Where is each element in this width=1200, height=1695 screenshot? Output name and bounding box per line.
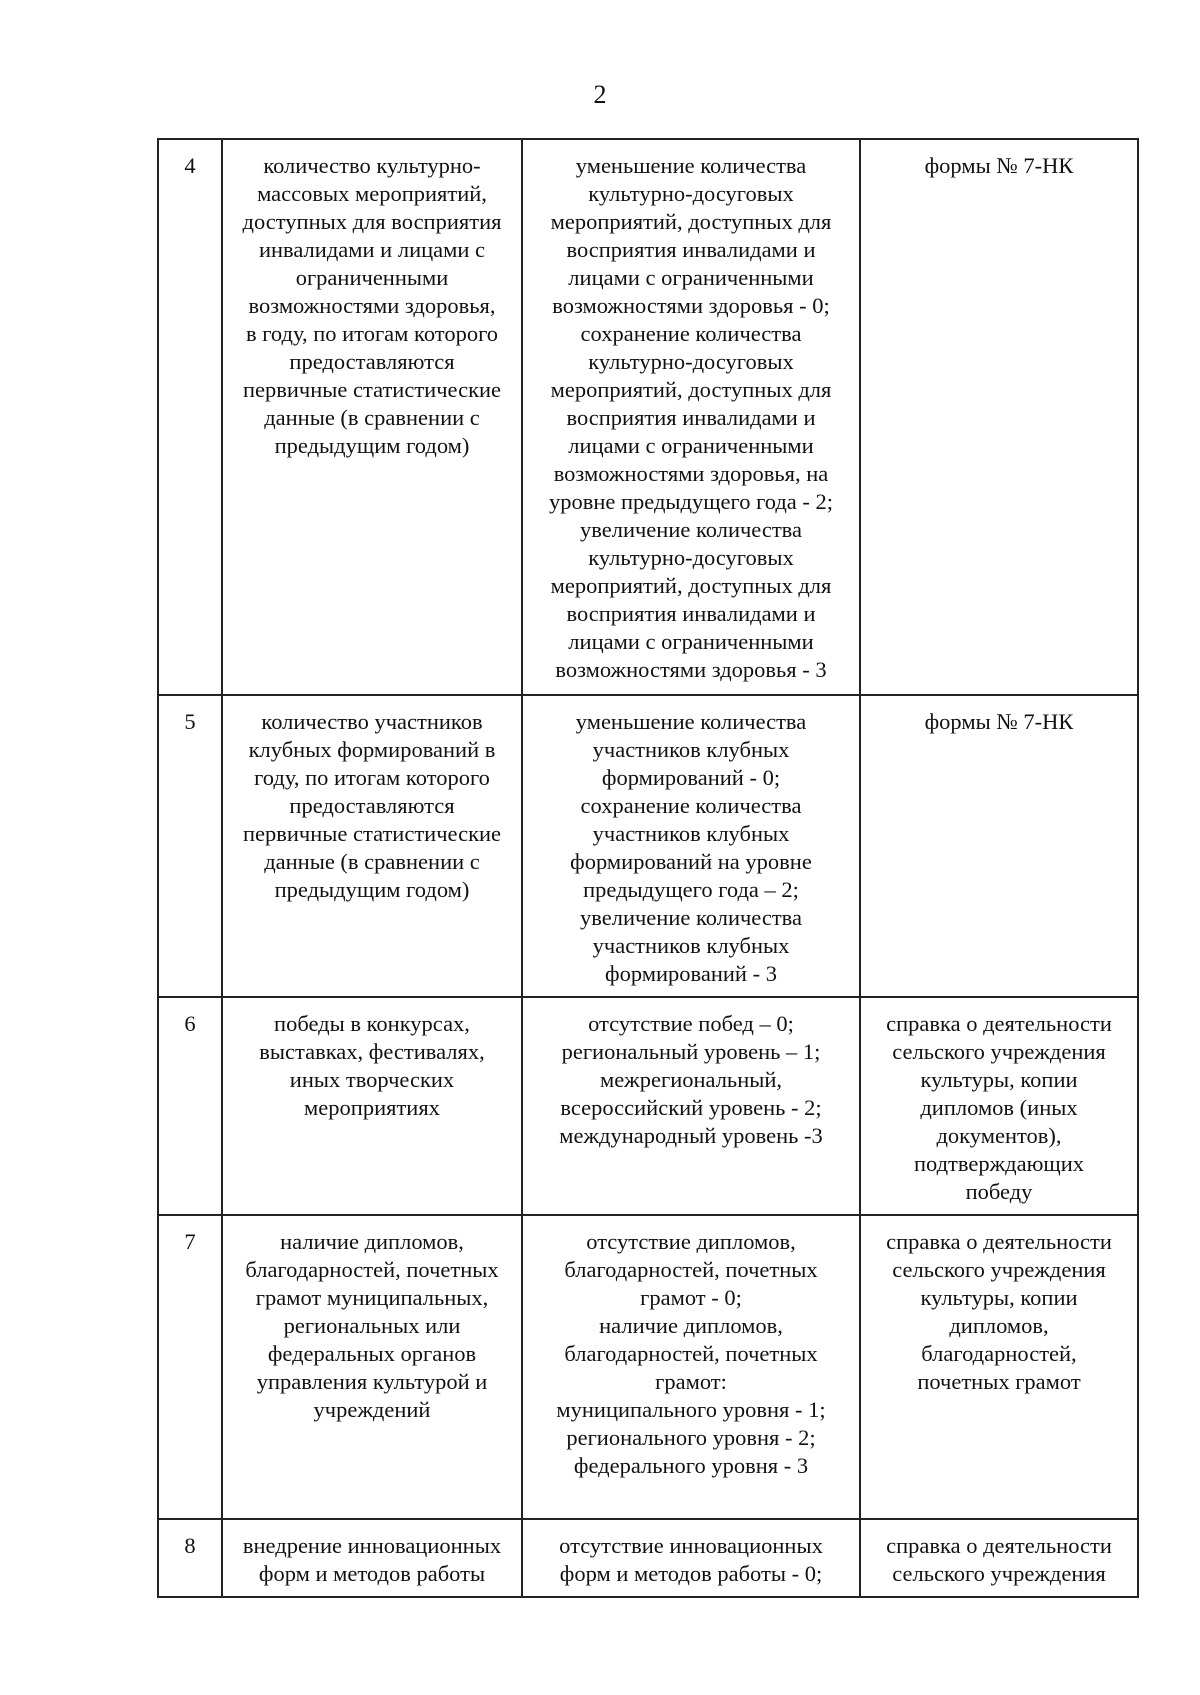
row-number-line: 8	[184, 1533, 196, 1558]
values-cell-line: восприятия инвалидами и	[566, 601, 816, 626]
source-cell	[860, 1519, 1138, 1597]
source-cell-line: культуры, копии	[920, 1067, 1078, 1092]
indicator-cell-line: иных творческих	[289, 1067, 455, 1092]
source-cell-line: культуры, копии	[920, 1285, 1078, 1310]
values-cell-line: региональный уровень – 1;	[561, 1039, 821, 1064]
source-cell-line: справка о деятельности	[886, 1533, 1112, 1558]
indicator-cell-line: массовых мероприятий,	[257, 181, 487, 206]
values-cell-line: участников клубных	[592, 737, 790, 762]
indicator-cell-line: предыдущим годом)	[274, 433, 470, 458]
source-cell	[860, 1215, 1138, 1519]
values-cell-line: формирований - 0;	[601, 765, 781, 790]
row-number-line: 6	[184, 1011, 196, 1036]
row-number	[158, 1215, 222, 1519]
indicator-cell-line: предыдущим годом)	[274, 877, 470, 902]
row-number-line: 4	[184, 153, 196, 178]
values-cell-line: культурно-досуговых	[588, 349, 794, 374]
values-cell-line: уменьшение количества	[575, 709, 807, 734]
source-cell-line: формы № 7-НК	[924, 709, 1074, 734]
values-cell	[522, 997, 860, 1215]
indicator-cell-line: данные (в сравнении с	[264, 849, 480, 874]
indicator-cell-line: предоставляются	[289, 793, 455, 818]
source-cell-line: сельского учреждения	[892, 1561, 1106, 1586]
source-cell-line: победу	[965, 1179, 1033, 1204]
indicator-cell-line: инвалидами и лицами с	[258, 237, 486, 262]
values-cell	[522, 139, 860, 695]
indicator-cell-line: управления культурой и	[256, 1369, 488, 1394]
source-cell	[860, 997, 1138, 1215]
row-number-line: 7	[184, 1229, 196, 1254]
values-cell-line: грамот - 0;	[640, 1285, 742, 1310]
values-cell-line: благодарностей, почетных	[564, 1257, 818, 1282]
values-cell-line: мероприятий, доступных для	[550, 377, 832, 402]
values-cell	[522, 1215, 860, 1519]
values-cell-line: участников клубных	[592, 933, 790, 958]
values-cell-line: отсутствие побед – 0;	[588, 1011, 794, 1036]
values-cell-line: всероссийский уровень - 2;	[560, 1095, 822, 1120]
indicator-cell	[222, 1519, 522, 1597]
row-number	[158, 997, 222, 1215]
values-cell-line: лицами с ограниченными	[568, 265, 814, 290]
indicator-cell-line: наличие дипломов,	[280, 1229, 464, 1254]
values-cell-line: восприятия инвалидами и	[566, 405, 816, 430]
indicator-cell-line: в году, по итогам которого	[246, 321, 498, 346]
source-cell-line: благодарностей,	[921, 1341, 1077, 1366]
indicator-cell-line: первичные статистические	[242, 377, 502, 402]
values-cell-line: культурно-досуговых	[588, 181, 794, 206]
indicator-cell	[222, 1215, 522, 1519]
indicator-cell	[222, 997, 522, 1215]
values-cell-line: грамот:	[655, 1369, 727, 1394]
indicator-cell-line: выставках, фестивалях,	[259, 1039, 485, 1064]
table-row	[158, 997, 1138, 1215]
values-cell-line: возможностями здоровья - 0;	[552, 293, 830, 318]
values-cell-line: лицами с ограниченными	[568, 433, 814, 458]
indicator-cell	[222, 139, 522, 695]
row-number	[158, 139, 222, 695]
page-number: 2	[593, 80, 607, 109]
source-cell-line: почетных грамот	[917, 1369, 1081, 1394]
indicator-cell-line: предоставляются	[289, 349, 455, 374]
values-cell-line: мероприятий, доступных для	[550, 573, 832, 598]
values-cell-line: регионального уровня - 2;	[566, 1425, 816, 1450]
source-cell-line: сельского учреждения	[892, 1257, 1106, 1282]
source-cell-line: документов),	[936, 1123, 1062, 1148]
values-cell-line: возможностями здоровья - 3	[555, 657, 827, 682]
criteria-table-body	[158, 139, 1138, 1597]
values-cell-line: формирований - 3	[605, 961, 777, 986]
values-cell-line: сохранение количества	[580, 793, 802, 818]
indicator-cell-line: благодарностей, почетных	[245, 1257, 499, 1282]
values-cell-line: формирований на уровне	[570, 849, 812, 874]
values-cell-line: отсутствие инновационных	[559, 1533, 823, 1558]
table-row	[158, 1215, 1138, 1519]
source-cell-line: справка о деятельности	[886, 1229, 1112, 1254]
values-cell-line: участников клубных	[592, 821, 790, 846]
table-row	[158, 139, 1138, 695]
values-cell-line: лицами с ограниченными	[568, 629, 814, 654]
values-cell-line: предыдущего года – 2;	[583, 877, 799, 902]
indicator-cell-line: победы в конкурсах,	[274, 1011, 470, 1036]
values-cell-line: благодарностей, почетных	[564, 1341, 818, 1366]
values-cell-line: федерального уровня - 3	[573, 1453, 809, 1478]
values-cell	[522, 695, 860, 997]
values-cell-line: культурно-досуговых	[588, 545, 794, 570]
indicator-cell-line: учреждений	[313, 1397, 431, 1422]
values-cell-line: возможностями здоровья, на	[553, 461, 829, 486]
indicator-cell-line: форм и методов работы	[258, 1561, 486, 1586]
indicator-cell-line: клубных формирований в	[248, 737, 496, 762]
source-cell-line: подтверждающих	[913, 1151, 1085, 1176]
indicator-cell-line: данные (в сравнении с	[264, 405, 480, 430]
indicator-cell-line: грамот муниципальных,	[255, 1285, 489, 1310]
source-cell-line: формы № 7-НК	[924, 153, 1074, 178]
values-cell-line: муниципального уровня - 1;	[556, 1397, 826, 1422]
values-cell-line: уменьшение количества	[575, 153, 807, 178]
source-cell	[860, 139, 1138, 695]
indicator-cell-line: ограниченными	[295, 265, 449, 290]
source-cell-line: дипломов,	[949, 1313, 1049, 1338]
table-row	[158, 1519, 1138, 1597]
values-cell-line: форм и методов работы - 0;	[559, 1561, 823, 1586]
values-cell-line: межрегиональный,	[599, 1067, 783, 1092]
values-cell-line: увеличение количества	[579, 517, 802, 542]
indicator-cell-line: доступных для восприятия	[242, 209, 502, 234]
indicator-cell-line: региональных или	[283, 1313, 461, 1338]
row-number-line: 5	[184, 709, 196, 734]
values-cell-line: отсутствие дипломов,	[586, 1229, 796, 1254]
values-cell-line: увеличение количества	[579, 905, 802, 930]
indicator-cell-line: возможностями здоровья,	[248, 293, 496, 318]
source-cell-line: дипломов (иных	[920, 1095, 1078, 1120]
criteria-table	[157, 138, 1139, 1598]
source-cell	[860, 695, 1138, 997]
values-cell-line: сохранение количества	[580, 321, 802, 346]
values-cell-line: восприятия инвалидами и	[566, 237, 816, 262]
indicator-cell-line: первичные статистические	[242, 821, 502, 846]
source-cell-line: справка о деятельности	[886, 1011, 1112, 1036]
indicator-cell	[222, 695, 522, 997]
row-number	[158, 695, 222, 997]
indicator-cell-line: мероприятиях	[304, 1095, 440, 1120]
values-cell	[522, 1519, 860, 1597]
indicator-cell-line: внедрение инновационных	[242, 1533, 502, 1558]
values-cell-line: уровне предыдущего года - 2;	[548, 489, 834, 514]
source-cell-line: сельского учреждения	[892, 1039, 1106, 1064]
indicator-cell-line: количество культурно-	[263, 153, 481, 178]
values-cell-line: мероприятий, доступных для	[550, 209, 832, 234]
indicator-cell-line: федеральных органов	[267, 1341, 477, 1366]
values-cell-line: наличие дипломов,	[599, 1313, 783, 1338]
indicator-cell-line: количество участников	[261, 709, 483, 734]
row-number	[158, 1519, 222, 1597]
table-row	[158, 695, 1138, 997]
values-cell-line: международный уровень -3	[559, 1123, 823, 1148]
indicator-cell-line: году, по итогам которого	[254, 765, 490, 790]
